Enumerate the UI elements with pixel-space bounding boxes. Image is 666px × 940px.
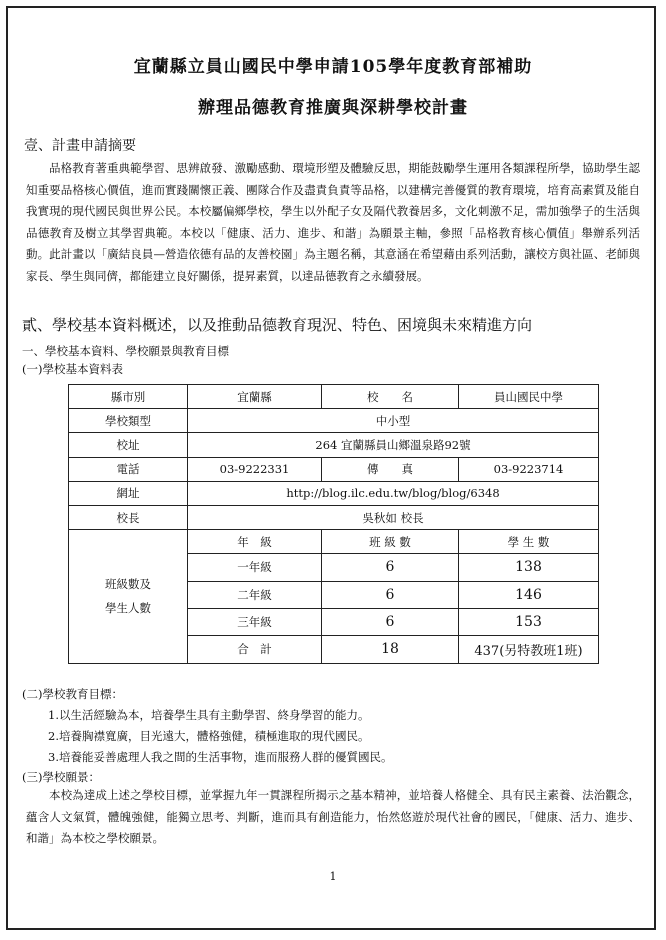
- address-label: 校址: [69, 433, 188, 457]
- grade-cell: 三年級: [188, 608, 322, 635]
- grade-cell: 二年級: [188, 581, 322, 608]
- phone-label: 電話: [69, 457, 188, 481]
- enrollment-label-line2: 學生人數: [105, 601, 151, 616]
- principal-value: 吳秋如 校長: [188, 505, 599, 529]
- classes-cell: 6: [322, 608, 459, 635]
- document-title-line2: 辦理品德教育推廣與深耕學校計畫: [198, 98, 468, 118]
- grade-cell: 一年級: [188, 554, 322, 581]
- students-header: 學 生 數: [459, 530, 599, 554]
- vision-heading: (三)學校願景：: [22, 770, 100, 784]
- county-value: 宜蘭縣: [188, 385, 322, 409]
- classes-cell: 6: [322, 554, 459, 581]
- vision-paragraph: 本校為達成上述之學校目標，並掌握九年一貫課程所揭示之基本精神，並培養人格健全、具有民主素養、法治觀念，蘊含人文氣質，體魄強健，能獨立思考、判斷，進而具有創造能力，怡然悠遊於現代社會的國民，「健康、活力、進步、和諧」為本校之學校願景。: [26, 788, 640, 845]
- fax-value: 03-9223714: [459, 457, 599, 481]
- students-cell: 146: [459, 581, 599, 608]
- principal-label: 校長: [69, 505, 188, 529]
- page-number: 1: [329, 870, 337, 883]
- subsection1a-heading: (一)學校基本資料表: [22, 362, 123, 376]
- total-students: 437(另特教班1班): [459, 636, 599, 663]
- subsection1-heading: 一、學校基本資料、學校願景與教育目標: [22, 344, 229, 358]
- goal-item: 3.培養能妥善處理人我之間的生活事物，進而服務人群的優質國民。: [48, 750, 393, 764]
- enrollment-label: [69, 530, 188, 663]
- students-cell: 153: [459, 608, 599, 635]
- website-label: 網址: [69, 481, 188, 505]
- school-type-label: 學校類型: [69, 409, 188, 433]
- section2-heading: 貳、學校基本資料概述，以及推動品德教育現況、特色、困境與未來精進方向: [22, 316, 533, 334]
- school-type-value: 中小型: [188, 409, 599, 433]
- grade-header: 年 級: [188, 530, 322, 554]
- website-value: http://blog.ilc.edu.tw/blog/blog/6348: [188, 481, 599, 505]
- enrollment-label-line1: 班級數及: [105, 577, 151, 592]
- total-label: 合 計: [188, 636, 322, 663]
- address-value: 264 宜蘭縣員山鄉溫泉路92號: [188, 433, 599, 457]
- county-label: 縣市別: [69, 385, 188, 409]
- fax-label: 傳 真: [322, 457, 459, 481]
- school-name-value: 員山國民中學: [459, 385, 599, 409]
- goal-item: 2.培養胸襟寬廣，目光遠大，體格強健，積極進取的現代國民。: [48, 729, 370, 743]
- classes-header: 班 級 數: [322, 530, 459, 554]
- students-cell: 138: [459, 554, 599, 581]
- section1-heading: 壹、計畫申請摘要: [24, 138, 136, 154]
- document-title-line1: 宜蘭縣立員山國民中學申請105學年度教育部補助: [133, 57, 533, 77]
- school-info-table: [68, 384, 599, 664]
- goal-item: 1.以生活經驗為本，培養學生具有主動學習、終身學習的能力。: [48, 708, 370, 722]
- goals-heading: (二)學校教育目標：: [22, 687, 123, 701]
- total-classes: 18: [322, 636, 459, 663]
- section1-paragraph: 品格教育著重典範學習、思辨啟發、激勵感動、環境形塑及體驗反思，期能鼓勵學生運用各類課程所學，協助學生認知重要品格核心價值，進而實踐關懷正義、團隊合作及盡責負責等品格，以建構完善優質的教育環境，培育高素質及能自我實現的現代國民與世界公民。本校屬偏鄉學校，學生以外配子女及隔代教養居多，文化刺激不足，需加強學子的生活與品德教育及樹立其學習典範。本校以「健康、活力、進步、和諧」為願景主軸，參照「品格教育核心價值」舉辦系列活動。此計畫以「廣結良員—營造依德有品的友善校園」為主題名稱，其意涵在希望藉由系列活動，讓校方與社區、老師與家長、學生與同儕，都能建立良好關係，提昇素質，以達品德教育之永續發展。: [26, 161, 640, 283]
- classes-cell: 6: [322, 581, 459, 608]
- school-name-label: 校 名: [322, 385, 459, 409]
- phone-value: 03-9222331: [188, 457, 322, 481]
